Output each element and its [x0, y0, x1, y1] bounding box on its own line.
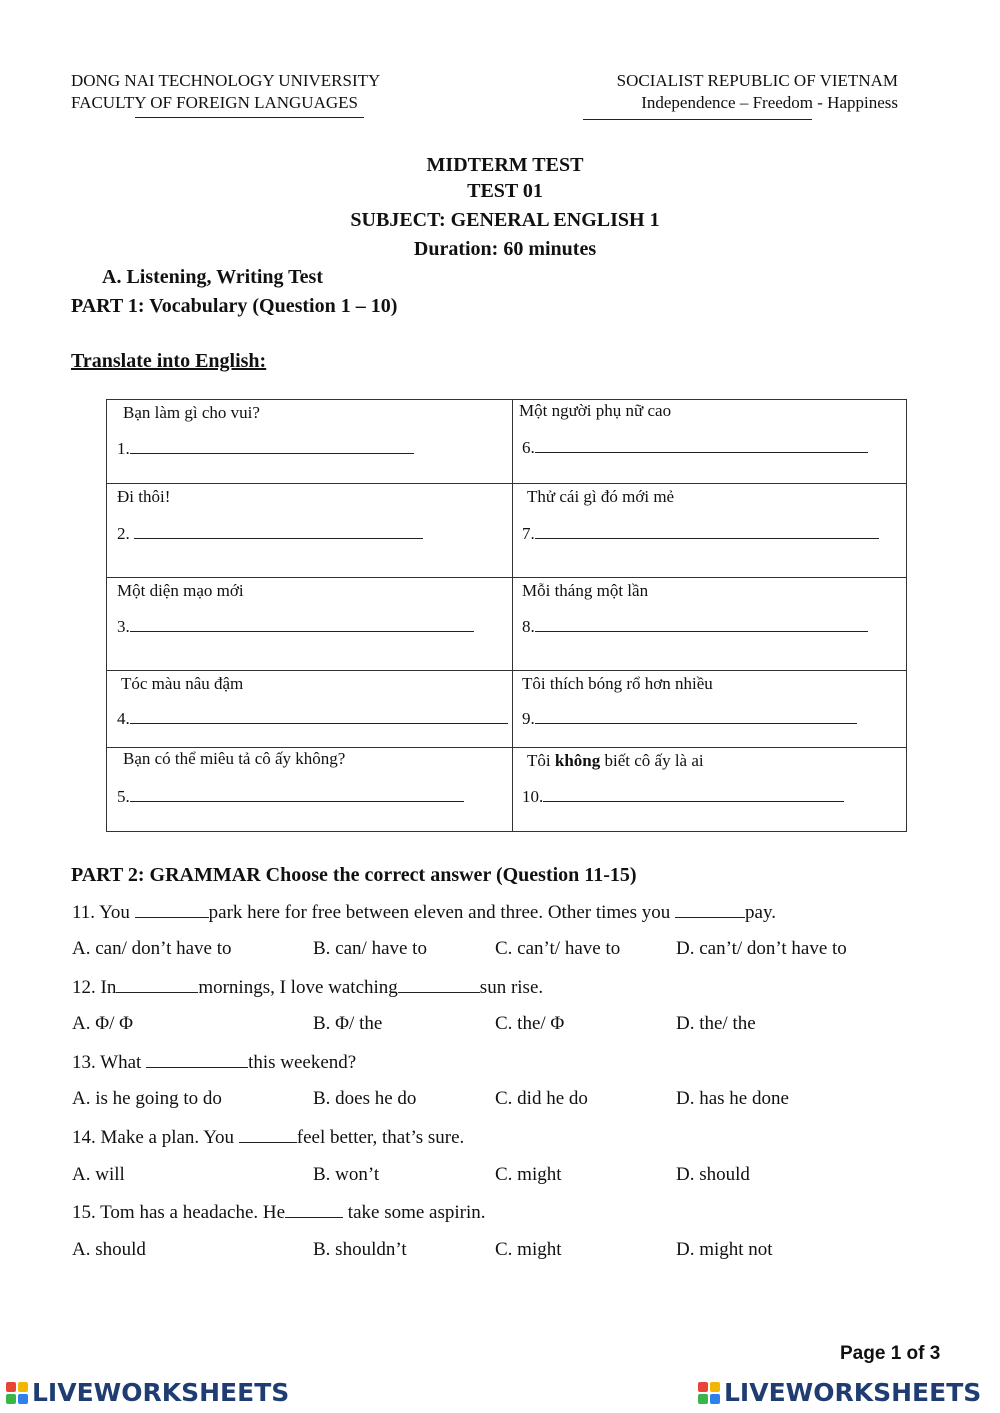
question-number: 2. [117, 524, 130, 543]
table-cell [107, 578, 513, 671]
answer-blank-6[interactable] [535, 438, 868, 453]
prompt-emphasis: không [554, 751, 601, 770]
question-text: sun rise. [479, 977, 544, 998]
country-motto: Independence – Freedom - Happiness [641, 93, 898, 112]
logo-text: LIVEWORKSHEETS [32, 1378, 290, 1407]
answer-gap[interactable] [146, 1051, 248, 1068]
table-cell [107, 671, 513, 748]
option-d[interactable]: D. has he done [676, 1088, 789, 1109]
answer-blank-7[interactable] [535, 524, 879, 539]
prompt-text: Một người phụ nữ cao [519, 401, 672, 420]
answer-blank-8[interactable] [535, 617, 868, 632]
option-c[interactable]: C. might [495, 1164, 562, 1185]
prompt-text-part: Tôi [527, 751, 555, 770]
liveworksheets-logo-right [698, 1378, 981, 1407]
test-number: TEST 01 [467, 180, 543, 202]
question-text: mornings, I love watching [198, 977, 398, 998]
table-cell [513, 748, 907, 832]
option-c[interactable]: C. the/ Φ [495, 1013, 565, 1034]
answer-gap[interactable] [675, 901, 745, 918]
question-14 [72, 1126, 464, 1149]
option-b[interactable]: B. Φ/ the [313, 1013, 383, 1034]
question-text: take some aspirin. [343, 1202, 486, 1223]
section-a-heading: A. Listening, Writing Test [102, 266, 323, 288]
question-text: 11. You [72, 902, 135, 923]
question-number: 1. [117, 439, 130, 458]
question-text: 13. What [72, 1052, 147, 1073]
option-c[interactable]: C. did he do [495, 1088, 588, 1109]
country-name: SOCIALIST REPUBLIC OF VIETNAM [616, 71, 898, 90]
prompt-text: Mỗi tháng một lần [522, 581, 649, 600]
question-number: 6. [522, 438, 535, 457]
table-cell [513, 671, 907, 748]
part2-heading-bold: PART 2: GRAMMAR [71, 864, 261, 886]
option-c[interactable]: C. can’t/ have to [495, 938, 621, 959]
table-cell [513, 400, 907, 484]
test-subject: SUBJECT: GENERAL ENGLISH 1 [350, 209, 660, 231]
prompt-text: Đi thôi! [117, 487, 171, 506]
option-b[interactable]: B. does he do [313, 1088, 417, 1109]
table-cell [107, 400, 513, 484]
question-12 [72, 976, 543, 999]
page-number: Page 1 of 3 [840, 1343, 941, 1364]
question-11 [72, 901, 776, 924]
option-a[interactable]: A. can/ don’t have to [72, 938, 232, 959]
question-text: park here for free between eleven and three. Other times you [208, 902, 676, 923]
logo-mark-icon [698, 1382, 720, 1404]
option-d[interactable]: D. the/ the [676, 1013, 756, 1034]
question-text: pay. [745, 902, 776, 923]
answer-blank-5[interactable] [130, 787, 464, 802]
prompt-text: Một diện mạo mới [117, 581, 244, 600]
prompt-text: Thử cái gì đó mới mẻ [527, 487, 675, 506]
option-a[interactable]: A. will [72, 1164, 125, 1185]
table-row [107, 484, 907, 578]
answer-blank-9[interactable] [535, 709, 857, 724]
table-row [107, 400, 907, 484]
question-number: 10. [522, 787, 544, 806]
question-text: 15. Tom has a headache. He [72, 1202, 286, 1223]
option-a[interactable]: A. should [72, 1239, 146, 1260]
table-cell [107, 484, 513, 578]
answer-blank-2[interactable] [134, 524, 423, 539]
part2-heading [71, 864, 637, 887]
option-b[interactable]: B. can/ have to [313, 938, 427, 959]
table-cell [513, 484, 907, 578]
option-c[interactable]: C. might [495, 1239, 562, 1260]
option-b[interactable]: B. won’t [313, 1164, 380, 1185]
question-number: 5. [117, 787, 130, 806]
left-header-rule [135, 117, 364, 118]
option-a[interactable]: A. is he going to do [72, 1088, 222, 1109]
question-number: 9. [522, 709, 535, 728]
vocabulary-table [106, 399, 907, 832]
answer-blank-3[interactable] [130, 617, 474, 632]
option-d[interactable]: D. might not [676, 1239, 773, 1260]
question-number: 4. [117, 709, 130, 728]
part2-heading-rest: Choose the correct answer (Question 11-15) [260, 864, 637, 886]
prompt-text [527, 751, 704, 771]
test-duration: Duration: 60 minutes [413, 238, 597, 260]
prompt-text-part: biết cô ấy là ai [600, 751, 704, 770]
right-header-rule [583, 119, 812, 120]
answer-blank-1[interactable] [130, 439, 414, 454]
prompt-text: Bạn làm gì cho vui? [123, 403, 260, 422]
question-number: 8. [522, 617, 535, 636]
option-d[interactable]: D. should [676, 1164, 750, 1185]
question-number: 3. [117, 617, 130, 636]
prompt-text: Tôi thích bóng rổ hơn nhiều [522, 674, 713, 693]
table-row [107, 578, 907, 671]
option-a[interactable]: A. Φ/ Φ [72, 1013, 134, 1034]
question-13 [72, 1051, 356, 1074]
answer-gap[interactable] [285, 1201, 343, 1218]
liveworksheets-logo-left [6, 1378, 289, 1407]
question-15 [72, 1201, 486, 1224]
question-text: this weekend? [248, 1052, 357, 1073]
logo-text: LIVEWORKSHEETS [724, 1378, 982, 1407]
question-number: 7. [522, 524, 535, 543]
table-row [107, 671, 907, 748]
test-title: MIDTERM TEST [426, 154, 584, 176]
option-b[interactable]: B. shouldn’t [313, 1239, 407, 1260]
answer-blank-4[interactable] [130, 709, 508, 724]
faculty-name: FACULTY OF FOREIGN LANGUAGES [71, 93, 358, 112]
part1-heading: PART 1: Vocabulary (Question 1 – 10) [71, 295, 398, 317]
university-name: DONG NAI TECHNOLOGY UNIVERSITY [71, 71, 381, 90]
answer-gap[interactable] [116, 976, 198, 993]
question-text: feel better, that’s sure. [296, 1127, 465, 1148]
prompt-text: Tóc màu nâu đậm [121, 674, 244, 693]
table-row [107, 748, 907, 832]
prompt-text: Bạn có thể miêu tả cô ấy không? [123, 749, 346, 768]
logo-mark-icon [6, 1382, 28, 1404]
answer-blank-10[interactable] [543, 787, 844, 802]
answer-gap[interactable] [135, 901, 209, 918]
part1-instruction: Translate into English: [71, 350, 267, 372]
answer-gap[interactable] [398, 976, 480, 993]
question-text: 12. In [72, 977, 117, 998]
option-d[interactable]: D. can’t/ don’t have to [676, 938, 847, 959]
answer-gap[interactable] [239, 1126, 297, 1143]
table-cell [107, 748, 513, 832]
table-cell [513, 578, 907, 671]
question-text: 14. Make a plan. You [72, 1127, 239, 1148]
